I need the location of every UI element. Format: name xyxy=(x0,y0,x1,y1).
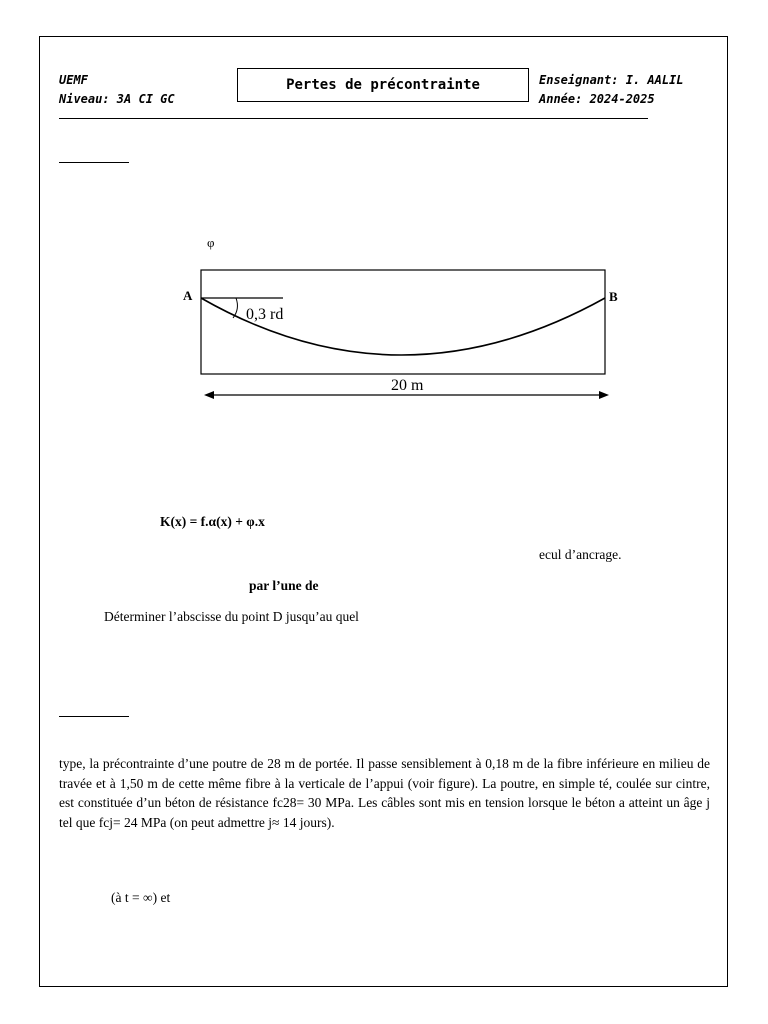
section-underline-2 xyxy=(59,716,129,717)
support-label-a: A xyxy=(183,288,193,303)
span-arrow-left xyxy=(204,391,214,399)
bold-fragment: par l’une de xyxy=(249,578,319,593)
friction-formula: K(x) = f.α(x) + φ.x xyxy=(160,514,265,529)
year-label: Année: 2024-2025 xyxy=(539,92,655,106)
question-point-d: Déterminer l’abscisse du point D jusqu’au quel xyxy=(104,609,359,624)
problem-paragraph: type, la précontrainte d’une poutre de 28 m de portée. Il passe sensiblement à 0,18 m de la fibre inférieure en milieu de travée et à 1,50 m de cette même fibre à la verticale de l’appui (voir figure). La poutre, en simple té, coulée sur cintre, est constituée d’un béton de résistance fc28= 30 MPa. Les câbles sont mis en tension lorsque le béton a atteint un âge j tel que fcj= 24 MPa (on peut admettre j≈ 14 jours). xyxy=(59,756,710,830)
school-name: UEMF xyxy=(59,73,88,87)
span-label: 20 m xyxy=(391,377,424,394)
infinity-fragment: (à t = ∞) et xyxy=(111,890,171,905)
angle-label: 0,3 rd xyxy=(246,306,284,323)
phi-symbol: φ xyxy=(207,235,215,250)
support-label-b: B xyxy=(609,289,618,304)
document-title: Pertes de précontrainte xyxy=(286,77,480,93)
level-label: Niveau: 3A CI GC xyxy=(59,92,175,106)
span-arrow-right xyxy=(599,391,609,399)
teacher-label: Enseignant: I. AALIL xyxy=(539,73,684,87)
anchor-fragment: ecul d’ancrage. xyxy=(539,547,622,562)
